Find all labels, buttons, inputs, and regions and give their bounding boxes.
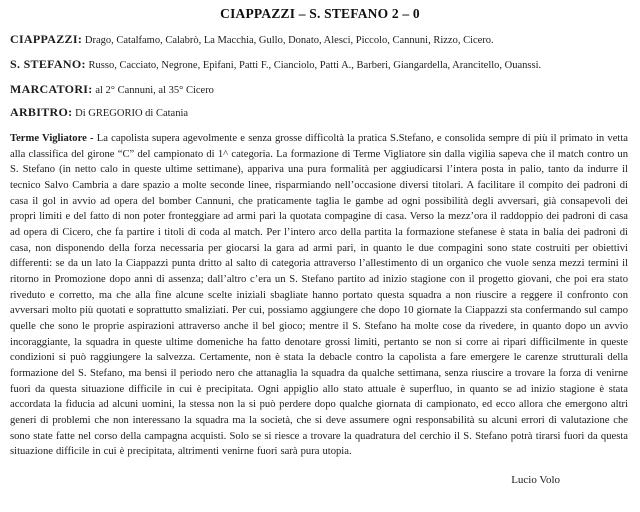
referee-label: ARBITRO: xyxy=(10,105,73,120)
scorers-row xyxy=(8,82,632,98)
article-text: La capolista supera agevolmente e senza grosse difficoltà la pratica S.Stefano, e consolida sempre di più il primato in vetta alla classifica del girone “C” del campionato di 1^ categoria. La formazione di Terme Vigliatore sin dalla vigilia sapeva che il match contro un S. Stefano (in netto calo in queste ultime settimane), appariva una pura formalità per aggiudicarsi l’intera posta in palio, tanto da indurre il tecnico Salvo Cambria a dare spazio a molte seconde linee, risparmiando nell’occasione diversi titolari. A facilitare il compito dei padroni di casa il gol in avvio ad opera del bomber Cannuni, che praticamente taglia le gambe ad ogni possibilità degli avversari, già consapevoli dei propri limiti e del fatto di non poter fronteggiare ad armi pari la quotata compagine di casa. Verso la mezz’ora il raddoppio dei padroni di casa ad opera di Cicero, che fa partire i titoli di coda al match. Per l’intero arco della partita la formazione stefanese è stata in balia dei padroni di casa, non disponendo della forza necessaria per giocarsi la gara ad armi pari, in quanto le due compagini sono state costruiti per obiettivi differenti: se da un lato la Ciappazzi punta dritto al salto di categoria attraverso l’allestimento di un organico che vuole senza mezzi termini il ritorno in Promozione dopo anni di assenza; dall’altro c’era un S. Stefano partito ad inizio stagione con il progetto giovani, che poi era stato riveduto e corretto, ma che alla fine alcune scelte iniziali sbagliate hanno portato questa squadra a non riuscire a reggere il confronto con avversari molto più quotati e soprattutto smaliziati. Per cui, possiamo aggiungere che dopo 10 giornate la Ciappazzi sta confermando sul campo quelle che sono le proprie aspirazioni attraverso anche il bel gioco; mentre il S. Stefano ha molte cose da rivedere, in quanto dopo un avvio incoraggiante, la squadra in queste ultime domeniche ha fatto denotare grossi limiti, pertanto se non si corre ai ripari difficilmente in queste condizioni si può raggiungere la salvezza. Certamente, non è stata la debacle contro la capolista a fare emergere le carenze strutturali della formazione del S. Stefano, ma bensì il periodo nero che attanaglia la squadra da qualche settimana, senza riuscire a trovare la forza di venirne fuori da questa situazione difficile in cui è precipitata. Ogni appiglio allo stato attuale è superfluo, in quanto se ad inizio stagione è stata accordata la fiducia ad alcuni uomini, la stessa non la si può perdere dopo qualche giornata di campionato, ed ecco allora che emergono altri generi di problemi che non interessano la squadra ma la società, che si deve assumere ogni responsabilità su alcuni errori di valutazione che sono state fatte nel corso della campagna acquisti. Solo se si riesce a trovare la quadratura del cerchio il S. Stefano potrà tirarsi fuori da questa situazione difficile in cui è precipitata, altrimenti venirne fuori sarà pura utopia. xyxy=(10,133,628,458)
article-lede: Terme Vigliatore - xyxy=(10,133,94,144)
lineup-players-away: Russo, Cacciato, Negrone, Epifani, Patti F., Cianciolo, Patti A., Barberi, Giangardella, Arancitello, Ouanssi. xyxy=(88,59,542,71)
article-byline: Lucio Volo xyxy=(511,474,560,487)
referee-row xyxy=(8,105,632,121)
lineup-label-home: CIAPPAZZI: xyxy=(10,32,83,46)
page-title: CIAPPAZZI – S. STEFANO 2 – 0 xyxy=(220,6,420,21)
scorers-label: MARCATORI: xyxy=(10,81,93,96)
article-body xyxy=(8,131,632,460)
lineup-label-away: S. STEFANO: xyxy=(10,56,86,71)
lineup-players-home: Drago, Catalfamo, Calabrò, La Macchia, Gullo, Donato, Alesci, Piccolo, Cannuni, Rizzo, Cicero. xyxy=(84,35,494,46)
referee-value: Di GREGORIO di Catania xyxy=(75,108,189,120)
lineup-row-away xyxy=(8,57,632,73)
lineup-row-home xyxy=(8,32,632,48)
scorers-value: al 2° Cannuni, al 35° Cicero xyxy=(95,84,214,96)
